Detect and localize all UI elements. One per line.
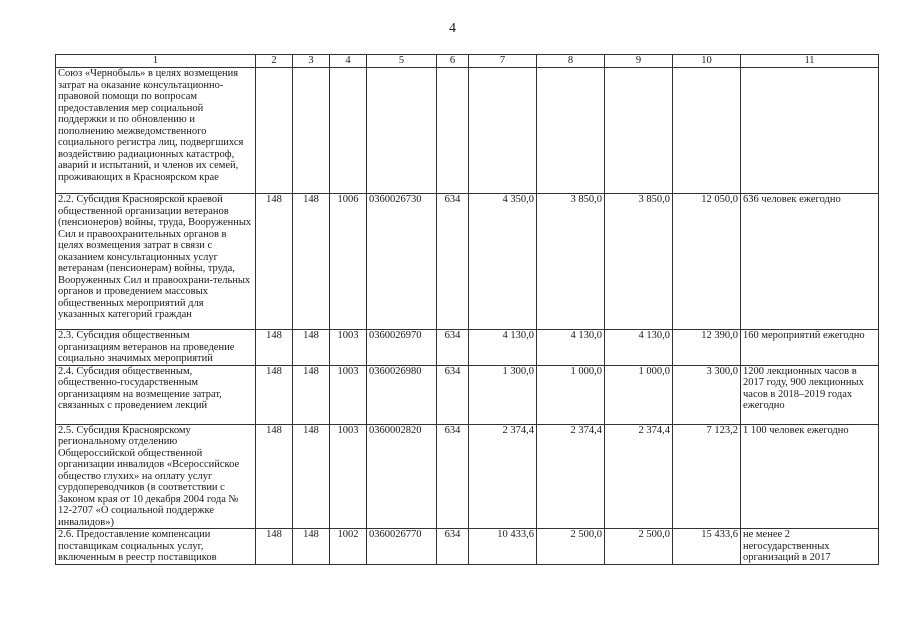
ministry-code-cell — [293, 68, 330, 194]
column-number: 1 — [56, 55, 256, 68]
table-row — [56, 194, 879, 330]
section-code-cell: 1003 — [330, 424, 367, 529]
column-number: 10 — [673, 55, 741, 68]
amount-total-cell: 12 050,0 — [673, 194, 741, 330]
amount-2017-cell: 1 300,0 — [469, 365, 537, 424]
expected-result-cell: 636 человек ежегодно — [741, 194, 879, 330]
target-article-cell — [367, 68, 437, 194]
grbs-code-cell: 148 — [256, 424, 293, 529]
column-number: 11 — [741, 55, 879, 68]
section-code-cell — [330, 68, 367, 194]
column-number: 6 — [437, 55, 469, 68]
ministry-code-cell: 148 — [293, 529, 330, 565]
amount-2019-cell: 4 130,0 — [605, 330, 673, 366]
section-code-cell: 1003 — [330, 330, 367, 366]
amount-2019-cell: 3 850,0 — [605, 194, 673, 330]
column-number: 5 — [367, 55, 437, 68]
column-number: 7 — [469, 55, 537, 68]
table-row — [56, 365, 879, 424]
amount-2017-cell: 2 374,4 — [469, 424, 537, 529]
amount-2019-cell: 2 500,0 — [605, 529, 673, 565]
amount-2019-cell — [605, 68, 673, 194]
target-article-cell: 0360026980 — [367, 365, 437, 424]
measure-name-cell: 2.2. Субсидия Красноярской краевой общественной организации ветеранов (пенсионеров) войны, труда, Вооруженных Сил и правоохранительных органов в целях возмещения затрат в связи с оказанием консультационных услуг ветеранам (пенсионерам) войны, труда, Вооруженных Сил и правоохрани-тельных органов и проведением массовых общественных мероприятий для указанных категорий граждан — [56, 194, 256, 330]
target-article-cell: 0360026970 — [367, 330, 437, 366]
grbs-code-cell: 148 — [256, 529, 293, 565]
amount-total-cell: 7 123,2 — [673, 424, 741, 529]
amount-total-cell: 3 300,0 — [673, 365, 741, 424]
measure-name-cell: 2.5. Субсидия Красноярскому региональному отделению Общероссийской общественной организации инвалидов «Всероссийское общество глухих» на оплату услуг сурдопереводчиков (в соответствии с Законом края от 10 декабря 2004 года № 12-2707 «О социальной поддержке инвалидов») — [56, 424, 256, 529]
column-number: 3 — [293, 55, 330, 68]
amount-total-cell — [673, 68, 741, 194]
amount-2018-cell — [537, 68, 605, 194]
expected-result-cell — [741, 68, 879, 194]
table-row — [56, 330, 879, 366]
section-code-cell: 1003 — [330, 365, 367, 424]
measure-name-cell: 2.6. Предоставление компенсации поставщикам социальных услуг, включенным в реестр поставщиков — [56, 529, 256, 565]
measure-name-cell: 2.3. Субсидия общественным организациям ветеранов на проведение социально значимых мероприятий — [56, 330, 256, 366]
column-number: 8 — [537, 55, 605, 68]
budget-table — [55, 54, 879, 565]
amount-total-cell: 15 433,6 — [673, 529, 741, 565]
amount-2019-cell: 2 374,4 — [605, 424, 673, 529]
expected-result-cell: 160 мероприятий ежегодно — [741, 330, 879, 366]
amount-2017-cell: 4 130,0 — [469, 330, 537, 366]
target-article-cell: 0360002820 — [367, 424, 437, 529]
grbs-code-cell: 148 — [256, 194, 293, 330]
expected-result-cell: 1200 лекционных часов в 2017 году, 900 лекционных часов в 2018–2019 годах ежегодно — [741, 365, 879, 424]
table-row — [56, 424, 879, 529]
table-row — [56, 529, 879, 565]
grbs-code-cell: 148 — [256, 330, 293, 366]
target-article-cell: 0360026770 — [367, 529, 437, 565]
ministry-code-cell: 148 — [293, 330, 330, 366]
expense-type-cell: 634 — [437, 194, 469, 330]
amount-2018-cell: 1 000,0 — [537, 365, 605, 424]
amount-2018-cell: 4 130,0 — [537, 330, 605, 366]
column-number: 9 — [605, 55, 673, 68]
ministry-code-cell: 148 — [293, 424, 330, 529]
expense-type-cell: 634 — [437, 365, 469, 424]
table-row — [56, 68, 879, 194]
column-number: 4 — [330, 55, 367, 68]
grbs-code-cell: 148 — [256, 365, 293, 424]
amount-2018-cell: 3 850,0 — [537, 194, 605, 330]
ministry-code-cell: 148 — [293, 365, 330, 424]
amount-2019-cell: 1 000,0 — [605, 365, 673, 424]
expense-type-cell: 634 — [437, 529, 469, 565]
amount-2018-cell: 2 500,0 — [537, 529, 605, 565]
amount-2017-cell: 10 433,6 — [469, 529, 537, 565]
measure-name-cell: Союз «Чернобыль» в целях возмещения затрат на оказание консультационно-правовой помощи по вопросам предоставления мер социальной поддержки и по обновлению и пополнению межведомственного социального регистра лиц, подвергшихся воздействию радиационных катастроф, аварий и испытаний, и членов их семей, проживающих в Красноярском крае — [56, 68, 256, 194]
target-article-cell: 0360026730 — [367, 194, 437, 330]
section-code-cell: 1006 — [330, 194, 367, 330]
expense-type-cell: 634 — [437, 330, 469, 366]
expense-type-cell — [437, 68, 469, 194]
amount-2017-cell — [469, 68, 537, 194]
expense-type-cell: 634 — [437, 424, 469, 529]
amount-total-cell: 12 390,0 — [673, 330, 741, 366]
expected-result-cell: не менее 2 негосударственных организаций в 2017 — [741, 529, 879, 565]
section-code-cell: 1002 — [330, 529, 367, 565]
amount-2018-cell: 2 374,4 — [537, 424, 605, 529]
amount-2017-cell: 4 350,0 — [469, 194, 537, 330]
page-number: 4 — [449, 21, 456, 36]
grbs-code-cell — [256, 68, 293, 194]
ministry-code-cell: 148 — [293, 194, 330, 330]
column-number: 2 — [256, 55, 293, 68]
expected-result-cell: 1 100 человек ежегодно — [741, 424, 879, 529]
column-number-row — [56, 55, 879, 68]
measure-name-cell: 2.4. Субсидия общественным, общественно-государственным организациям на возмещение затрат, связанных с проведением лекций — [56, 365, 256, 424]
